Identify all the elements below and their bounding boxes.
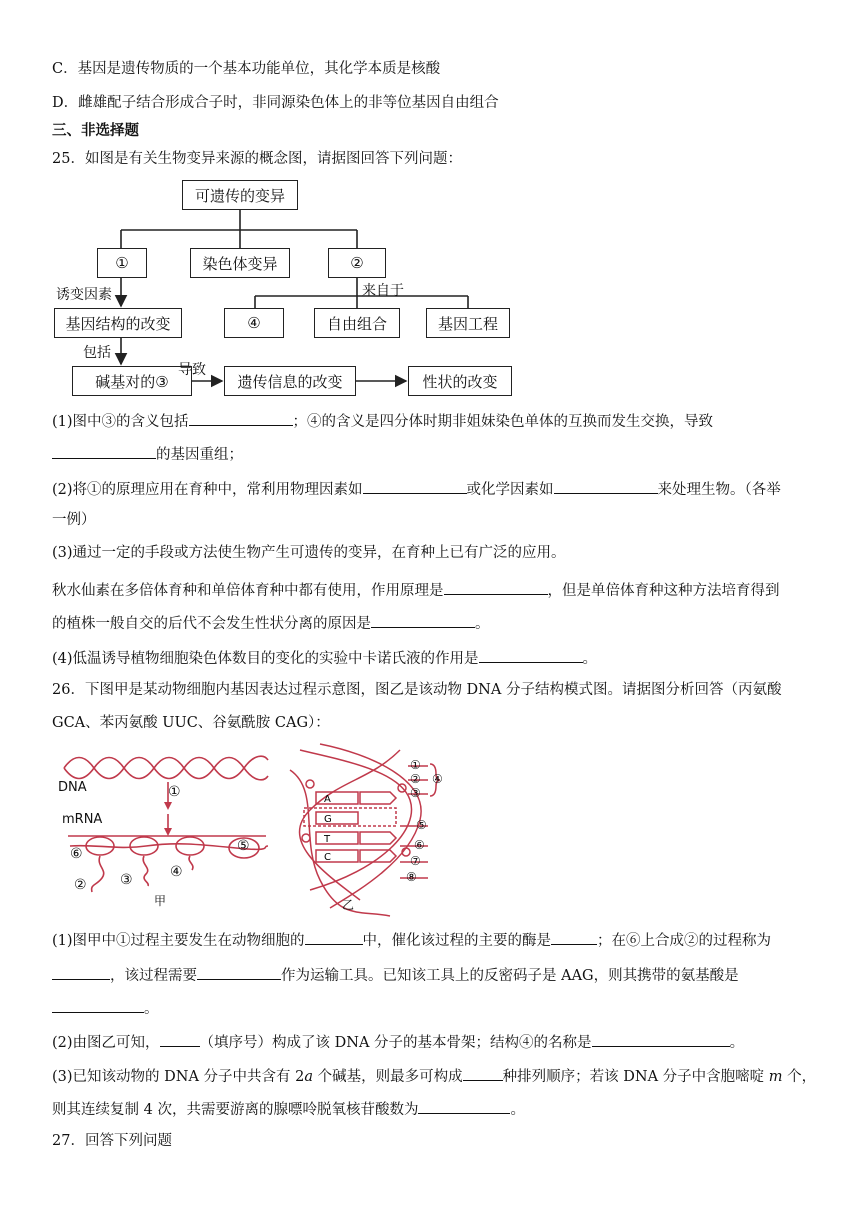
text: 则其连续复制 4 次，共需要游离的腺嘌呤脱氧核苷酸数为	[52, 1102, 419, 1118]
text: (2)由图乙可知，	[52, 1035, 160, 1051]
answer-blank[interactable]	[197, 963, 281, 980]
answer-blank[interactable]	[463, 1064, 503, 1081]
label-8: ⑧	[406, 870, 417, 884]
label-3: ③	[410, 786, 421, 800]
label-2: ②	[74, 877, 87, 893]
text: 。	[475, 616, 490, 632]
text: 秋水仙素在多倍体育种和单倍体育种中都有使用，作用原理是	[52, 583, 444, 599]
q26-stem-line1: 26．下图甲是某动物细胞内基因表达过程示意图，图乙是该动物 DNA 分子结构模式图。请据图分析回答（丙氨酸	[52, 682, 782, 698]
answer-blank[interactable]	[551, 928, 597, 945]
text: 作为运输工具。已知该工具上的反密码子是 AAG，则其携带的氨基酸是	[281, 968, 739, 984]
text: 种排列顺序；若该 DNA 分子中含胞嘧啶	[502, 1069, 769, 1085]
q25-part4	[52, 646, 597, 669]
q26-part3-line1	[52, 1064, 816, 1087]
q25-stem: 25．如图是有关生物变异来源的概念图，请据图回答下列问题：	[52, 151, 462, 167]
text: 。	[582, 651, 598, 667]
answer-blank[interactable]	[52, 963, 110, 980]
label-6: ⑥	[414, 838, 425, 852]
node-info-change: 遗传信息的改变	[224, 366, 356, 396]
base-t: T	[324, 834, 331, 845]
text: ；④的含义是四分体时期非姐妹染色单体的互换而发生交换，导致	[292, 414, 714, 430]
text: 。	[729, 1035, 745, 1051]
q25-part3-line3	[52, 611, 490, 634]
q26-stem-line2: GCA、苯丙氨酸 UUC、谷氨酰胺 CAG）：	[52, 715, 330, 731]
node-heritable-variation: 可遗传的变异	[182, 180, 298, 210]
answer-blank[interactable]	[479, 646, 583, 663]
label-cause: 导致	[178, 362, 206, 378]
label-6: ⑥	[70, 846, 83, 862]
option-c: C．基因是遗传物质的一个基本功能单位，其化学本质是核酸	[52, 61, 441, 77]
base-g: G	[324, 814, 332, 825]
label-3: ③	[120, 872, 133, 888]
q25-part3-line1: (3)通过一定的手段或方法使生物产生可遗传的变异，在育种上已有广泛的应用。	[52, 545, 566, 561]
node-gene-structure-change: 基因结构的改变	[54, 308, 182, 338]
caption-jia: 甲	[154, 894, 167, 908]
answer-blank[interactable]	[371, 611, 475, 628]
section-title: 三、非选择题	[52, 122, 139, 139]
node-genetic-engineering: 基因工程	[426, 308, 510, 338]
q26-part1-line1	[52, 928, 771, 951]
answer-blank[interactable]	[52, 442, 156, 459]
q25-part3-line2	[52, 578, 780, 601]
q26-part3-line2	[52, 1097, 525, 1120]
label-from: 来自于	[362, 283, 404, 299]
var-a: a	[304, 1069, 314, 1085]
node-1: ①	[97, 248, 147, 278]
node-free-combination: 自由组合	[314, 308, 400, 338]
var-m: m	[768, 1069, 783, 1085]
answer-blank[interactable]	[444, 578, 548, 595]
base-a: A	[324, 794, 331, 805]
caption-yi: 乙	[342, 898, 355, 912]
text: 或化学因素如	[466, 482, 554, 498]
q25-part2-line2: 一例）	[52, 512, 96, 528]
node-4: ④	[224, 308, 284, 338]
figure-yi	[280, 740, 450, 920]
base-c: C	[324, 852, 331, 863]
answer-blank[interactable]	[418, 1097, 510, 1114]
text: ，但是单倍体育种这种方法培育得到	[547, 583, 780, 599]
text: 个碱基，则最多可构成	[313, 1069, 463, 1085]
label-mutagen: 诱变因素	[56, 287, 112, 303]
answer-blank[interactable]	[363, 477, 467, 494]
node-2: ②	[328, 248, 386, 278]
answer-blank[interactable]	[52, 996, 144, 1013]
node-base-pair: 碱基对的③	[72, 366, 192, 396]
text: (2)将①的原理应用在育种中，常利用物理因素如	[52, 482, 363, 498]
label-2: ②	[410, 772, 421, 786]
label-1: ①	[410, 758, 421, 772]
text: 中，催化该过程的主要的酶是	[362, 933, 552, 949]
q26-part1-line2	[52, 963, 739, 986]
text: ；在⑥上合成②的过程称为	[597, 933, 772, 949]
text: (1)图甲中①过程主要发生在动物细胞的	[52, 933, 305, 949]
text: 的基因重组；	[156, 447, 243, 463]
q25-part1-line1	[52, 409, 713, 432]
node-chromosome-variation: 染色体变异	[190, 248, 290, 278]
label-7: ⑦	[410, 854, 421, 868]
label-mrna: mRNA	[62, 812, 103, 827]
text: 。	[510, 1102, 525, 1118]
node-trait-change: 性状的改变	[408, 366, 512, 396]
text: ，该过程需要	[110, 968, 197, 984]
text: (1)图中③的含义包括	[52, 414, 189, 430]
text: 的植株一般自交的后代不会发生性状分离的原因是	[52, 616, 371, 632]
q26-part2	[52, 1030, 744, 1053]
label-dna: DNA	[58, 780, 87, 795]
text: 来处理生物。（各举	[657, 482, 781, 498]
q25-part1-line2	[52, 442, 243, 465]
option-d: D．雌雄配子结合形成合子时，非同源染色体上的非等位基因自由组合	[52, 95, 499, 111]
q27-stem: 27．回答下列问题	[52, 1133, 172, 1149]
text: (3)已知该动物的 DNA 分子中共含有 2	[52, 1069, 305, 1085]
text: (4)低温诱导植物细胞染色体数目的变化的实验中卡诺氏液的作用是	[52, 651, 479, 667]
answer-blank[interactable]	[305, 928, 363, 945]
label-4: ④	[432, 772, 443, 786]
text: 。	[144, 1001, 159, 1017]
label-5: ⑤	[416, 818, 427, 832]
answer-blank[interactable]	[189, 409, 293, 426]
gene-expression-diagram	[56, 746, 271, 910]
text: 个，	[782, 1069, 817, 1085]
label-4: ④	[170, 864, 183, 880]
answer-blank[interactable]	[554, 477, 658, 494]
label-include: 包括	[83, 345, 111, 361]
answer-blank[interactable]	[160, 1030, 200, 1047]
figure-jia	[56, 746, 271, 910]
diagram-connectors	[0, 0, 860, 420]
label-5: ⑤	[237, 838, 250, 854]
q25-part2-line1	[52, 477, 781, 500]
text: （填序号）构成了该 DNA 分子的基本骨架；结构④的名称是	[199, 1035, 592, 1051]
q26-part1-line3	[52, 996, 159, 1019]
answer-blank[interactable]	[592, 1030, 730, 1047]
label-1: ①	[168, 784, 181, 800]
